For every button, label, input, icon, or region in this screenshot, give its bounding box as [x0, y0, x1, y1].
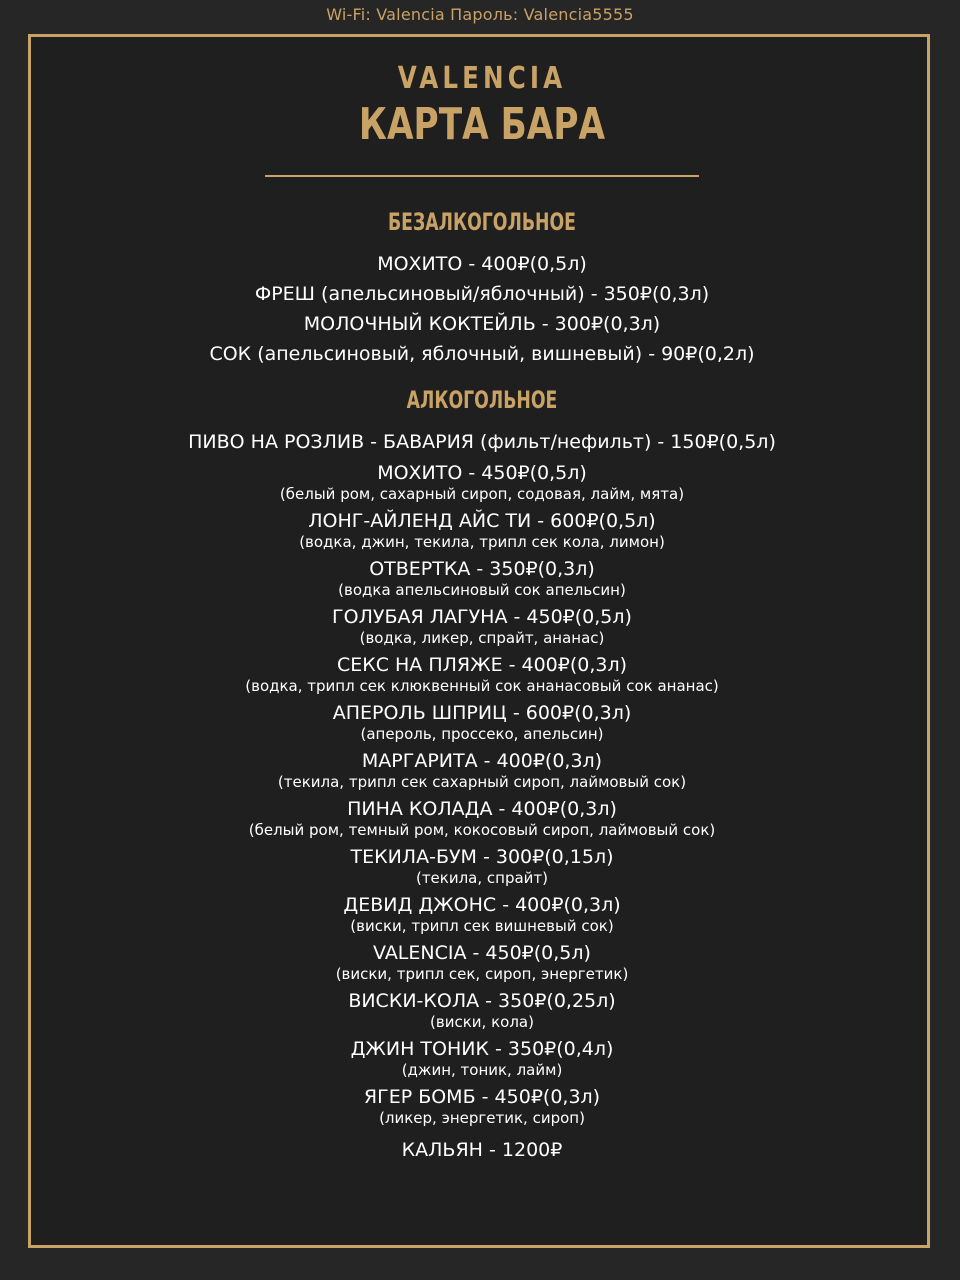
menu-item: МОХИТО - 400₽(0,5л)	[377, 253, 587, 275]
drink-ingredients: (водка апельсиновый сок апельсин)	[338, 581, 626, 599]
drink-ingredients: (виски, кола)	[430, 1013, 534, 1031]
drink-name: ГОЛУБАЯ ЛАГУНА - 450₽(0,5л)	[332, 606, 632, 628]
alcoholic-list	[31, 427, 933, 1165]
menu-item	[31, 1037, 933, 1079]
menu-item	[31, 893, 933, 935]
drink-ingredients: (виски, трипл сек, сироп, энергетик)	[335, 965, 629, 983]
menu-item	[31, 509, 933, 551]
drink-ingredients: (джин, тоник, лайм)	[401, 1061, 563, 1079]
wifi-info: Wi-Fi: Valencia Пароль: Valencia5555	[326, 5, 634, 24]
non-alcoholic-list	[31, 249, 933, 369]
drink-ingredients: (апероль, проссеко, апельсин)	[360, 725, 604, 743]
drink-ingredients: (белый ром, темный ром, кокосовый сироп, лаймовый сок)	[248, 821, 716, 839]
drink-name: ТЕКИЛА-БУМ - 300₽(0,15л)	[350, 846, 614, 868]
drink-ingredients: (водка, трипл сек клюквенный сок ананасовый сок ананас)	[245, 677, 719, 695]
brand-name: VALENCIA	[397, 61, 567, 96]
menu-item	[31, 701, 933, 743]
menu-content	[31, 37, 933, 1165]
drink-ingredients: (водка, джин, текила, трипл сек кола, лимон)	[299, 533, 665, 551]
menu-item: ФРЕШ (апельсиновый/яблочный) - 350₽(0,3л)	[254, 283, 710, 305]
menu-item-hookah: КАЛЬЯН - 1200₽	[401, 1139, 563, 1161]
section-title-alcoholic: АЛКОГОЛЬНОЕ	[406, 386, 558, 414]
drink-name: ЛОНГ-АЙЛЕНД АЙС ТИ - 600₽(0,5л)	[308, 510, 656, 532]
menu-item	[31, 461, 933, 503]
drink-ingredients: (текила, спрайт)	[415, 869, 549, 887]
menu-item	[31, 941, 933, 983]
page-title: КАРТА БАРА	[358, 99, 606, 150]
drink-ingredients: (ликер, энергетик, сироп)	[379, 1109, 585, 1127]
drink-name: VALENCIA - 450₽(0,5л)	[373, 942, 591, 964]
menu-item	[31, 989, 933, 1031]
menu-item: МОЛОЧНЫЙ КОКТЕЙЛЬ - 300₽(0,3л)	[303, 313, 661, 335]
menu-item	[31, 845, 933, 887]
menu-item	[31, 653, 933, 695]
menu-item	[31, 749, 933, 791]
menu-frame	[28, 34, 930, 1248]
drink-name: ВИСКИ-КОЛА - 350₽(0,25л)	[348, 990, 616, 1012]
drink-name: МОХИТО - 450₽(0,5л)	[377, 462, 587, 484]
drink-name: ДЖИН ТОНИК - 350₽(0,4л)	[350, 1038, 614, 1060]
menu-item	[31, 797, 933, 839]
drink-name: ПИНА КОЛАДА - 400₽(0,3л)	[347, 798, 617, 820]
title-divider	[265, 175, 699, 177]
drink-ingredients: (водка, ликер, спрайт, ананас)	[359, 629, 605, 647]
menu-item: СОК (апельсиновый, яблочный, вишневый) - 90₽(0,2л)	[209, 343, 755, 365]
drink-name: МАРГАРИТА - 400₽(0,3л)	[361, 750, 603, 772]
drink-name: СЕКС НА ПЛЯЖЕ - 400₽(0,3л)	[336, 654, 628, 676]
section-title-non-alcoholic: БЕЗАЛКОГОЛЬНОЕ	[388, 208, 576, 236]
drink-ingredients: (белый ром, сахарный сироп, содовая, лайм, мята)	[279, 485, 685, 503]
menu-item	[31, 1085, 933, 1127]
menu-item	[31, 605, 933, 647]
drink-name: ЯГЕР БОМБ - 450₽(0,3л)	[363, 1086, 601, 1108]
drink-name: ОТВЕРТКА - 350₽(0,3л)	[369, 558, 595, 580]
drink-ingredients: (текила, трипл сек сахарный сироп, лаймовый сок)	[277, 773, 687, 791]
menu-item-beer: ПИВО НА РОЗЛИВ - БАВАРИЯ (фильт/нефильт) - 150₽(0,5л)	[188, 431, 776, 453]
drink-name: ДЕВИД ДЖОНС - 400₽(0,3л)	[343, 894, 621, 916]
drink-name: АПЕРОЛЬ ШПРИЦ - 600₽(0,3л)	[332, 702, 632, 724]
menu-item	[31, 557, 933, 599]
drink-ingredients: (виски, трипл сек вишневый сок)	[350, 917, 614, 935]
